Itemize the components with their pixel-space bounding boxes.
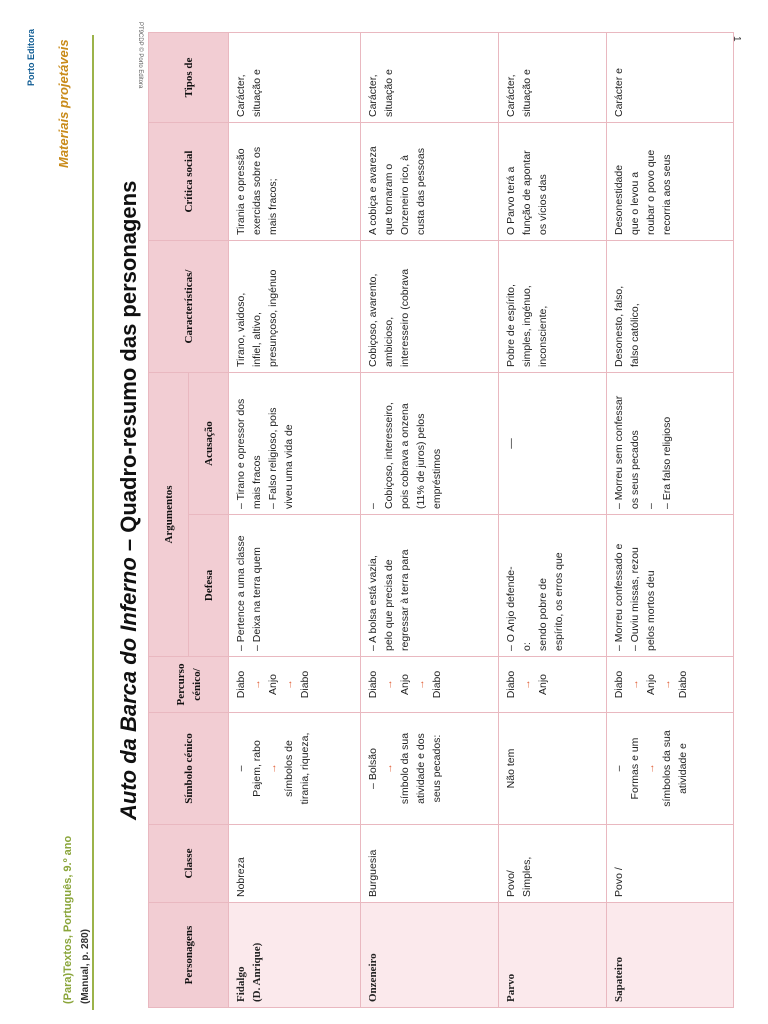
page-number: 1 [731,36,742,42]
header-acusacao: Acusação [189,373,229,515]
critica-cell [607,123,734,241]
classe-cell: Povo/ Simples, [499,825,607,903]
cell-line: viveu uma vida de [283,424,295,509]
cell-line: roubar o povo que [645,149,657,235]
cell-line: Desonesto, falso, [613,285,625,367]
table-row [229,33,361,1008]
cell-line: Carácter, [505,74,517,117]
book-caption [62,836,74,1004]
book-subtitle: Português, 9.º ano [62,835,74,936]
page-title [116,181,142,820]
personagem-name: Fidalgo [235,966,247,1002]
percurso-cell [229,657,361,713]
table-row [607,33,734,1008]
cell-line: – Falso religioso, pois [267,407,279,509]
cell-line: Anjo [399,674,411,696]
critica-cell [229,123,361,241]
cell-line: os seus pecados [629,430,641,509]
cell-line: espírito, os erros que [553,552,565,651]
cell-line: (11% de juros) pelos [415,413,427,509]
header-simbolo: Símbolo cénico [149,713,229,825]
defesa-cell [229,515,361,657]
cell-line: inconsciente, [537,305,549,367]
cell-line: atividade e [677,743,689,794]
acusacao-cell [229,373,361,515]
defesa-cell [361,515,499,657]
personagem-cell [229,903,361,1008]
cell-line: Diabo [505,670,517,699]
cell-line: o: [521,642,533,651]
cell-line: – Pertence a uma classe [235,535,247,651]
cell-line: Tirano, vaidoso, [235,292,247,367]
cell-line: pelo que precisa de [383,559,395,651]
cell-line: Pajem, rabo [251,740,263,797]
cell-line: – [613,765,625,772]
cell-line: A cobiça e avareza [367,146,379,235]
personagem-name: Parvo [505,973,517,1002]
cell-line: símbolo da sua [399,732,411,805]
cell-line: sendo pobre de [537,578,549,651]
cell-line: Carácter e [613,67,625,117]
acusacao-cell [361,373,499,515]
arrow-icon: → [629,679,641,690]
green-rule [92,35,94,1010]
defesa-cell [499,515,607,657]
arrow-icon: → [267,763,279,774]
cell-line: – Era falso religioso [661,416,673,509]
cell-line: Diabo [431,670,443,699]
header-caracteristicas: Características/ [149,241,229,373]
arrow-icon: → [521,679,533,690]
cell-line: pelos mortos deu [645,570,657,651]
percurso-cell [499,657,607,713]
cell-line: Diabo [299,670,311,699]
percurso-cell [361,657,499,713]
cell-line: situação e [251,69,263,117]
cell-line: os vícios das [537,174,549,235]
cell-line: Diabo [677,670,689,699]
cell-line: Anjo [537,674,549,696]
caracteristicas-cell [229,241,361,373]
acusacao-cell [607,373,734,515]
book-title: (Para)Textos, [62,935,74,1004]
personagem-name: Onzeneiro [367,953,379,1002]
table-row [499,33,607,1008]
header-argumentos: Argumentos [149,373,189,657]
cell-line: Não tem [505,748,517,789]
cell-line: atividade e dos [415,733,427,804]
cell-line: custa das pessoas [415,148,427,235]
personagens-table [148,32,734,1008]
cell-line: – [645,503,657,509]
cell-line: recorria aos seus [661,154,673,235]
personagem-cell [361,903,499,1008]
cell-line: Diabo [613,670,625,699]
cell-line: — [505,438,517,449]
logo-label: Porto Editora [26,28,36,86]
cell-line: Carácter, [235,74,247,117]
cell-line: símbolos de [283,740,295,797]
tipos-cell [361,33,499,123]
arrow-icon: → [251,679,263,690]
caracteristicas-cell [499,241,607,373]
acusacao-cell [499,373,607,515]
caracteristicas-cell [607,241,734,373]
cell-line: O Parvo terá a [505,166,517,235]
simbolo-cell [361,713,499,825]
arrow-icon: → [661,679,673,690]
cell-line: presunçoso, ingénuo [267,269,279,367]
header-percurso: Percurso cénico/ [149,657,229,713]
table-row [361,33,499,1008]
cell-line: – Tirano e opressor dos [235,398,247,509]
cell-line: – [235,765,247,772]
defesa-cell [607,515,734,657]
cell-line: infiel, altivo, [251,312,263,367]
porto-editora-logo [26,29,36,86]
page-title-rest: – Quadro-resumo das personagens [116,180,141,558]
cell-line: situação e [383,69,395,117]
arrow-icon: → [383,763,395,774]
personagem-name: Sapateiro [613,956,625,1002]
cell-line: – [367,503,379,509]
simbolo-cell [229,713,361,825]
materiais-projetaveis: Materiais projetáveis [56,39,71,168]
arrow-icon: → [415,679,427,690]
cell-line: Pobre de espírito, [505,284,517,367]
tipos-cell [229,33,361,123]
personagem-cell [499,903,607,1008]
summary-table [148,33,733,1008]
cell-line: mais fracos [251,455,263,509]
cell-line: Cobiçoso, avarento, [367,273,379,367]
copyright-notice: PT9CDP © Porto Editora [137,22,143,89]
cell-line: – O Anjo defende- [505,566,517,651]
cell-line: – Morreu confessado e [613,543,625,651]
cell-line: que tornaram o [383,163,395,235]
cell-line: Anjo [645,674,657,696]
cell-line: ambicioso, [383,316,395,367]
cell-line: – Morreu sem confessar [613,395,625,509]
cell-line: exercidas sobre os [251,146,263,235]
classe-cell: Burguesia [361,825,499,903]
classe-cell: Povo / [607,825,734,903]
arrow-icon: → [645,763,657,774]
header-personagens: Personagens [149,903,229,1008]
cell-line: empréstimos [431,448,443,509]
cell-line: símbolos da sua [661,730,673,807]
header-tipos: Tipos de [149,33,229,123]
manual-reference: (Manual, p. 280) [80,928,91,1004]
cell-line: interesseiro (cobrava [399,268,411,367]
classe-cell: Nobreza [229,825,361,903]
cell-line: – Ouviu missas, rezou [629,547,641,651]
simbolo-cell [499,713,607,825]
cell-line: situação e [521,69,533,117]
cell-line: regressar à terra para [399,549,411,651]
cell-line: Diabo [367,670,379,699]
cell-line: mais fracos; [267,178,279,235]
cell-line: pois cobrava a onzena [399,403,411,509]
cell-line: Onzeneiro rico, à [399,155,411,235]
simbolo-cell [607,713,734,825]
critica-cell [361,123,499,241]
percurso-cell [607,657,734,713]
header-classe: Classe [149,825,229,903]
page-title-italic: Auto da Barca do Inferno [116,557,141,820]
cell-line: simples, ingénuo, [521,285,533,367]
personagem-cell [607,903,734,1008]
cell-line: Tirania e opressão [235,148,247,235]
cell-line: seus pecados: [431,734,443,803]
arrow-icon: → [383,679,395,690]
cell-line: Cobiçoso, interesseiro, [383,402,395,509]
cell-line: que o levou a [629,171,641,235]
arrow-icon: → [283,679,295,690]
cell-line: – Deixa na terra quem [251,547,263,651]
tipos-cell [607,33,734,123]
cell-line: Carácter, [367,74,379,117]
caracteristicas-cell [361,241,499,373]
cell-line: – Bolsão [367,748,379,789]
cell-line: Anjo [267,674,279,696]
cell-line: Desonestidade [613,164,625,235]
cell-line: – A bolsa está vazia, [367,555,379,651]
critica-cell [499,123,607,241]
cell-line: Formas e um [629,737,641,800]
personagem-subname: (D. Anrique) [251,942,263,1002]
cell-line: tirania, riqueza, [299,732,311,805]
header-defesa: Defesa [189,515,229,657]
tipos-cell [499,33,607,123]
cell-line: Diabo [235,670,247,699]
header-critica: Crítica social [149,123,229,241]
cell-line: falso católico, [629,303,641,367]
cell-line: função de apontar [521,150,533,235]
